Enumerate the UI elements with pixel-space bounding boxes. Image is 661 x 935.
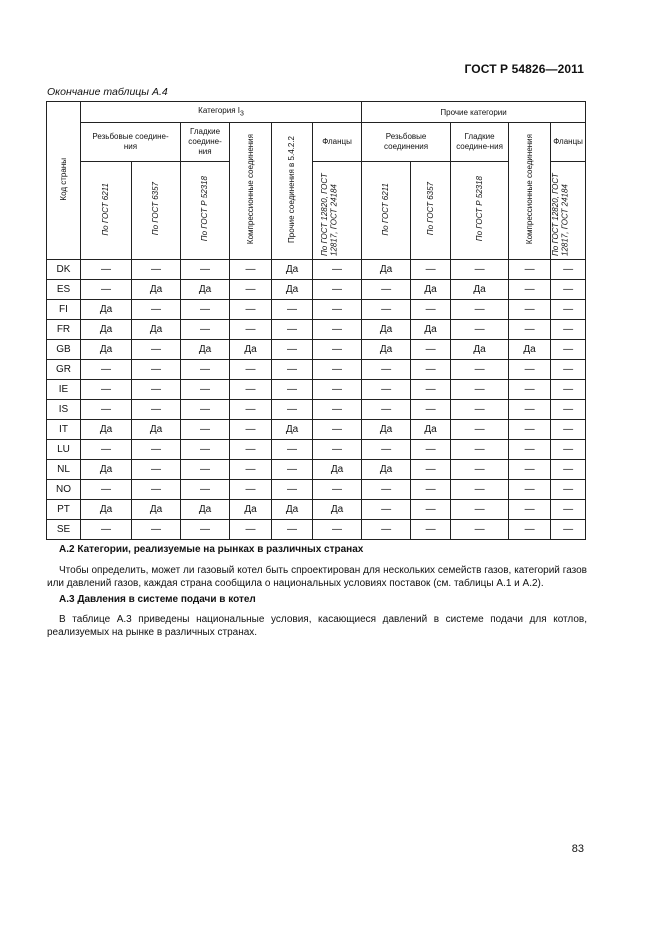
- table-cell: —: [451, 360, 509, 380]
- table-cell: —: [230, 440, 272, 460]
- table-cell: —: [411, 260, 451, 280]
- table-cell: —: [411, 500, 451, 520]
- table-cell: —: [411, 440, 451, 460]
- table-cell: —: [551, 520, 586, 540]
- table-cell: —: [509, 420, 551, 440]
- table-row: [47, 520, 586, 540]
- table-cell: —: [551, 260, 586, 280]
- table-cell: Да: [272, 420, 313, 440]
- table-cell: —: [362, 300, 411, 320]
- table-cell: Да: [81, 320, 132, 340]
- table-cell: —: [181, 480, 230, 500]
- table-cell: —: [132, 480, 181, 500]
- table-cell: Да: [230, 340, 272, 360]
- table-cell: —: [313, 440, 362, 460]
- table-cell: —: [411, 300, 451, 320]
- table-cell: Да: [362, 320, 411, 340]
- group-header-i3: Категория $I_3$: [81, 102, 362, 123]
- table-cell: —: [411, 360, 451, 380]
- table-cell: —: [411, 460, 451, 480]
- table-cell: Да: [81, 420, 132, 440]
- table-cell: Да: [81, 500, 132, 520]
- table-cell: —: [313, 340, 362, 360]
- table-cell: —: [551, 340, 586, 360]
- country-code-cell: NL: [47, 460, 81, 480]
- table-cell: —: [551, 380, 586, 400]
- table-cell: —: [551, 300, 586, 320]
- std-52318: По ГОСТ Р 52318: [181, 162, 230, 260]
- table-row: [47, 260, 586, 280]
- table-cell: —: [362, 480, 411, 500]
- table-cell: —: [362, 440, 411, 460]
- table-cell: —: [313, 280, 362, 300]
- table-cell: —: [551, 360, 586, 380]
- table-cell: —: [451, 320, 509, 340]
- table-cell: —: [313, 520, 362, 540]
- table-cell: Да: [272, 260, 313, 280]
- table-body: [47, 260, 586, 540]
- table-row: [47, 500, 586, 520]
- table-cell: —: [509, 440, 551, 460]
- table-cell: Да: [362, 340, 411, 360]
- table-cell: Да: [362, 260, 411, 280]
- table-cell: —: [362, 360, 411, 380]
- table-cell: —: [451, 260, 509, 280]
- country-code-cell: PT: [47, 500, 81, 520]
- table-cell: Да: [132, 280, 181, 300]
- table-cell: —: [272, 340, 313, 360]
- country-code-cell: IS: [47, 400, 81, 420]
- table-cell: Да: [181, 280, 230, 300]
- country-code-header: Код страны: [47, 102, 81, 260]
- table-cell: —: [451, 500, 509, 520]
- table-cell: —: [551, 480, 586, 500]
- table-cell: —: [132, 440, 181, 460]
- compression-header-2: Компрессионные соединения: [509, 123, 551, 260]
- table-cell: —: [272, 320, 313, 340]
- table-cell: —: [81, 380, 132, 400]
- table-cell: —: [272, 380, 313, 400]
- threaded-header: Резьбовые соедине-ния: [81, 123, 181, 162]
- section-a2-text: Чтобы определить, может ли газовый котел быть спроектирован для нескольких семейств газов, категорий газов или давлений газов, каждая страна сообщила о национальных условиях поставок (см. таблицы А.1 и А.2).: [47, 564, 587, 590]
- table-cell: —: [362, 380, 411, 400]
- table-cell: —: [272, 460, 313, 480]
- table-cell: —: [509, 320, 551, 340]
- table-cell: Да: [81, 300, 132, 320]
- table-cell: Да: [362, 460, 411, 480]
- other-connections-header: Прочие соединения в 5.4.2.2: [272, 123, 313, 260]
- table-cell: —: [272, 520, 313, 540]
- table-row: [47, 380, 586, 400]
- table-cell: —: [132, 380, 181, 400]
- table-cell: —: [230, 460, 272, 480]
- table-cell: —: [451, 480, 509, 500]
- table-cell: Да: [313, 500, 362, 520]
- std-6211-2: По ГОСТ 6211: [362, 162, 411, 260]
- threaded-header-2: Резьбовые соединения: [362, 123, 451, 162]
- table-cell: —: [411, 520, 451, 540]
- table-cell: —: [132, 460, 181, 480]
- country-code-cell: LU: [47, 440, 81, 460]
- table-cell: Да: [181, 340, 230, 360]
- table-cell: —: [230, 300, 272, 320]
- table-cell: —: [451, 400, 509, 420]
- table-cell: —: [411, 400, 451, 420]
- table-cell: —: [132, 300, 181, 320]
- table-cell: —: [132, 340, 181, 360]
- table-cell: —: [181, 440, 230, 460]
- table-cell: Да: [132, 420, 181, 440]
- std-6357: По ГОСТ 6357: [132, 162, 181, 260]
- section-a2: [47, 543, 587, 591]
- flanges-header-2: Фланцы: [551, 123, 586, 162]
- table-cell: —: [230, 320, 272, 340]
- table-cell: —: [509, 380, 551, 400]
- country-code-cell: IE: [47, 380, 81, 400]
- std-flanges-2: По ГОСТ 12820, ГОСТ 12817, ГОСТ 24184: [551, 162, 586, 260]
- table-cell: —: [551, 460, 586, 480]
- table-caption: Окончание таблицы А.4: [47, 86, 168, 98]
- table-cell: Да: [411, 320, 451, 340]
- table-cell: —: [181, 520, 230, 540]
- table-cell: Да: [451, 280, 509, 300]
- table-cell: —: [509, 520, 551, 540]
- table-cell: —: [272, 300, 313, 320]
- table-cell: —: [313, 380, 362, 400]
- table-cell: Да: [362, 420, 411, 440]
- table-cell: —: [362, 280, 411, 300]
- table-cell: —: [451, 420, 509, 440]
- flanges-header: Фланцы: [313, 123, 362, 162]
- table-cell: —: [230, 280, 272, 300]
- country-code-cell: ES: [47, 280, 81, 300]
- table-row: [47, 440, 586, 460]
- table-cell: —: [509, 360, 551, 380]
- std-6211: По ГОСТ 6211: [81, 162, 132, 260]
- table-cell: Да: [230, 500, 272, 520]
- compression-header: Компрессионные соединения: [230, 123, 272, 260]
- table-cell: —: [509, 280, 551, 300]
- table-cell: —: [230, 400, 272, 420]
- country-code-cell: FR: [47, 320, 81, 340]
- table-cell: —: [230, 380, 272, 400]
- table-cell: —: [313, 320, 362, 340]
- country-code-cell: SE: [47, 520, 81, 540]
- table-cell: —: [313, 360, 362, 380]
- table-cell: —: [313, 400, 362, 420]
- table-cell: —: [81, 400, 132, 420]
- table-cell: —: [451, 520, 509, 540]
- table-row: [47, 400, 586, 420]
- table-cell: —: [272, 400, 313, 420]
- table-cell: Да: [181, 500, 230, 520]
- table-cell: —: [313, 300, 362, 320]
- table-cell: —: [509, 300, 551, 320]
- table-row: [47, 300, 586, 320]
- table-row: [47, 280, 586, 300]
- smooth-header-2: Гладкие соедине-ния: [451, 123, 509, 162]
- table-cell: —: [181, 460, 230, 480]
- table-cell: —: [81, 440, 132, 460]
- document-code: ГОСТ Р 54826—2011: [464, 62, 584, 76]
- table-cell: —: [551, 280, 586, 300]
- table-cell: —: [362, 500, 411, 520]
- table-cell: Да: [451, 340, 509, 360]
- table-cell: —: [411, 480, 451, 500]
- table-cell: —: [509, 500, 551, 520]
- table-row: [47, 340, 586, 360]
- table-cell: —: [81, 360, 132, 380]
- table-cell: —: [181, 380, 230, 400]
- table-cell: —: [181, 260, 230, 280]
- group-header-other: Прочие категории: [362, 102, 586, 123]
- country-code-cell: GB: [47, 340, 81, 360]
- country-code-cell: DK: [47, 260, 81, 280]
- table-cell: —: [551, 420, 586, 440]
- std-6357-2: По ГОСТ 6357: [411, 162, 451, 260]
- country-code-cell: IT: [47, 420, 81, 440]
- table-cell: Да: [411, 280, 451, 300]
- table-cell: —: [181, 360, 230, 380]
- table-row: [47, 460, 586, 480]
- table-cell: —: [509, 460, 551, 480]
- table-cell: —: [451, 380, 509, 400]
- table-cell: —: [509, 400, 551, 420]
- country-code-cell: FI: [47, 300, 81, 320]
- section-a3-text: В таблице А.3 приведены национальные условия, касающиеся давлений в системе подачи для котлов, реализуемых на рынке в различных странах.: [47, 613, 587, 639]
- table-cell: —: [509, 480, 551, 500]
- table-cell: —: [272, 360, 313, 380]
- table-cell: —: [81, 520, 132, 540]
- table-cell: —: [272, 440, 313, 460]
- table-cell: —: [181, 400, 230, 420]
- countries-table: [46, 101, 586, 540]
- table-cell: Да: [132, 500, 181, 520]
- table-cell: —: [181, 420, 230, 440]
- table-cell: —: [132, 360, 181, 380]
- table-cell: —: [230, 360, 272, 380]
- table-cell: —: [230, 520, 272, 540]
- table-cell: —: [551, 440, 586, 460]
- std-flanges: По ГОСТ 12820, ГОСТ 12817, ГОСТ 24184: [313, 162, 362, 260]
- table-cell: Да: [272, 280, 313, 300]
- table-cell: —: [362, 400, 411, 420]
- table-cell: —: [313, 480, 362, 500]
- table-cell: —: [509, 260, 551, 280]
- table-cell: —: [181, 320, 230, 340]
- table-cell: —: [230, 480, 272, 500]
- table-cell: —: [132, 520, 181, 540]
- section-a3-heading: А.3 Давления в системе подачи в котел: [59, 594, 256, 605]
- table-cell: —: [551, 500, 586, 520]
- table-cell: Да: [313, 460, 362, 480]
- country-code-cell: GR: [47, 360, 81, 380]
- table-cell: —: [81, 480, 132, 500]
- table-row: [47, 420, 586, 440]
- table-cell: —: [451, 300, 509, 320]
- table-cell: —: [313, 420, 362, 440]
- section-a3: [47, 593, 587, 640]
- table-cell: —: [81, 280, 132, 300]
- table-cell: Да: [272, 500, 313, 520]
- table-cell: Да: [509, 340, 551, 360]
- table-cell: —: [132, 260, 181, 280]
- table-cell: —: [411, 340, 451, 360]
- table-cell: —: [132, 400, 181, 420]
- table-row: [47, 320, 586, 340]
- std-52318-2: По ГОСТ Р 52318: [451, 162, 509, 260]
- table-cell: —: [230, 420, 272, 440]
- table-cell: —: [272, 480, 313, 500]
- table-cell: —: [313, 260, 362, 280]
- table-cell: —: [181, 300, 230, 320]
- section-a2-heading: А.2 Категории, реализуемые на рынках в различных странах: [59, 544, 364, 555]
- table-cell: —: [451, 440, 509, 460]
- table-cell: —: [551, 320, 586, 340]
- table-cell: —: [230, 260, 272, 280]
- table-cell: Да: [81, 460, 132, 480]
- table-cell: Да: [411, 420, 451, 440]
- table-cell: —: [411, 380, 451, 400]
- table-cell: Да: [132, 320, 181, 340]
- table-row: [47, 360, 586, 380]
- table-cell: —: [451, 460, 509, 480]
- table-cell: —: [551, 400, 586, 420]
- table-cell: —: [362, 520, 411, 540]
- table-cell: Да: [81, 340, 132, 360]
- smooth-header: Гладкие соедине-ния: [181, 123, 230, 162]
- page-number: 83: [571, 843, 584, 855]
- table-cell: —: [81, 260, 132, 280]
- table-row: [47, 480, 586, 500]
- country-code-cell: NO: [47, 480, 81, 500]
